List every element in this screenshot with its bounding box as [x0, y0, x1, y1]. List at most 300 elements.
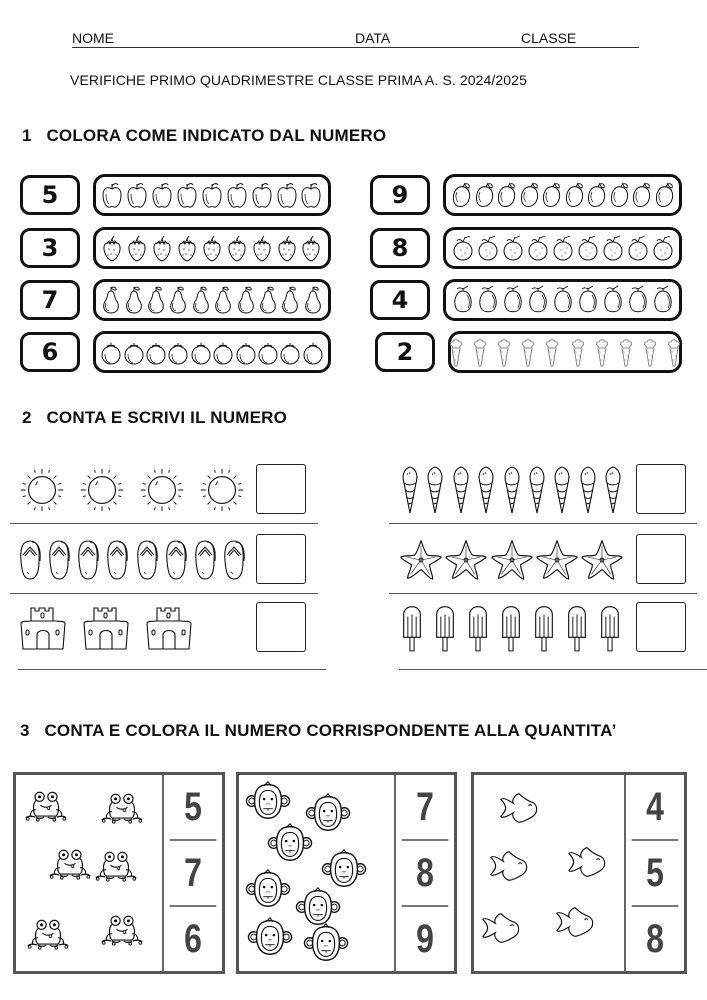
fruit-item[interactable]: [552, 285, 574, 315]
fish-icon: [566, 845, 608, 879]
number-box[interactable]: 9: [370, 175, 430, 215]
fruit-item[interactable]: [493, 337, 515, 367]
count-item: [602, 465, 624, 515]
strawberry-icon[interactable]: [101, 233, 123, 263]
count-item: [193, 538, 217, 582]
apple-icon[interactable]: [126, 180, 148, 210]
count-item: [450, 465, 472, 515]
fruit-item[interactable]: [126, 180, 148, 210]
carrot-icon[interactable]: [493, 337, 515, 367]
fruit-item[interactable]: [653, 180, 675, 210]
fruit-item[interactable]: [167, 337, 189, 367]
picture-item: [303, 923, 349, 968]
lemon-icon[interactable]: [602, 285, 624, 315]
fruit-row: [443, 279, 682, 321]
row-divider: [389, 593, 697, 594]
fruit-item[interactable]: [652, 233, 674, 263]
fruit-row: [443, 227, 682, 269]
fruit-item[interactable]: [176, 233, 198, 263]
carrot-icon[interactable]: [591, 337, 613, 367]
row-divider: [18, 669, 326, 670]
count-item: [81, 603, 131, 653]
fruit-item[interactable]: [190, 337, 212, 367]
fruit-item[interactable]: [567, 337, 589, 367]
seashell-icon: [501, 465, 523, 515]
sandcastle-icon: [18, 603, 68, 653]
count-item: [138, 466, 186, 514]
fish-icon: [488, 849, 530, 883]
fruit-item[interactable]: [602, 233, 624, 263]
seashell-icon: [399, 465, 421, 515]
number-option[interactable]: 8: [402, 839, 448, 905]
fruit-item[interactable]: [100, 337, 122, 367]
fruit-item[interactable]: [302, 337, 324, 367]
fruit-item[interactable]: [176, 180, 198, 210]
pear-icon[interactable]: [257, 285, 279, 315]
fruit-item[interactable]: [145, 285, 167, 315]
fish-icon: [498, 791, 540, 825]
carrot-icon[interactable]: [517, 337, 539, 367]
seashell-icon: [424, 465, 446, 515]
picture-item: [48, 847, 92, 886]
count-row: [399, 462, 624, 518]
fruit-item[interactable]: [591, 337, 613, 367]
pear-icon[interactable]: [302, 285, 324, 315]
count-item: [399, 465, 421, 515]
fruit-item[interactable]: [639, 337, 661, 367]
starfish-icon: [535, 538, 579, 582]
fruit-item[interactable]: [473, 180, 495, 210]
count-item: [399, 538, 443, 582]
picture-item: [26, 917, 70, 956]
fruit-item[interactable]: [495, 180, 517, 210]
apple-icon[interactable]: [300, 180, 322, 210]
count-item: [47, 538, 71, 582]
carrot-icon[interactable]: [567, 337, 589, 367]
fruit-item[interactable]: [145, 337, 167, 367]
number-options: [396, 775, 454, 971]
picture-item: [554, 905, 596, 944]
fruit-item[interactable]: [627, 285, 649, 315]
section1-title: COLORA COME INDICATO DAL NUMERO: [46, 126, 387, 145]
card-pictures: [239, 775, 396, 971]
tomato-icon[interactable]: [257, 337, 279, 367]
mango-icon[interactable]: [540, 180, 562, 210]
count-item: [501, 465, 523, 515]
worksheet-subtitle: VERIFICHE PRIMO QUADRIMESTRE CLASSE PRIMA A. S. 2024/2025: [70, 72, 527, 88]
count-item: [222, 538, 246, 582]
orange-icon[interactable]: [577, 233, 599, 263]
answer-box[interactable]: [256, 602, 306, 652]
fruit-item[interactable]: [279, 285, 301, 315]
lemon-icon[interactable]: [527, 285, 549, 315]
count-item: [564, 602, 590, 654]
seashell-icon: [475, 465, 497, 515]
count-item: [424, 465, 446, 515]
number-option[interactable]: 8: [632, 905, 678, 971]
fruit-item[interactable]: [302, 285, 324, 315]
pear-icon[interactable]: [167, 285, 189, 315]
count-row: [399, 600, 624, 656]
fruit-item[interactable]: [126, 233, 148, 263]
tomato-icon[interactable]: [212, 337, 234, 367]
fruit-item[interactable]: [123, 285, 145, 315]
carrot-icon[interactable]: [639, 337, 661, 367]
answer-box[interactable]: [256, 534, 306, 584]
section1-number: 1: [22, 126, 32, 145]
count-item: [551, 465, 573, 515]
fruit-item[interactable]: [452, 233, 474, 263]
picture-item: [566, 845, 608, 884]
fruit-item[interactable]: [167, 285, 189, 315]
count-card: [13, 772, 225, 974]
fruit-item[interactable]: [608, 180, 630, 210]
strawberry-icon[interactable]: [251, 233, 273, 263]
pear-icon[interactable]: [190, 285, 212, 315]
pear-icon[interactable]: [212, 285, 234, 315]
section3-title: CONTA E COLORA IL NUMERO CORRISPONDENTE ALLA QUANTITA’: [44, 721, 617, 740]
answer-box[interactable]: [636, 534, 686, 584]
picture-item: [480, 911, 522, 950]
fruit-item[interactable]: [615, 337, 637, 367]
fruit-item[interactable]: [201, 180, 223, 210]
seashell-icon: [577, 465, 599, 515]
number-option[interactable]: 4: [646, 784, 664, 829]
picture-item: [245, 869, 291, 914]
count-item: [18, 538, 42, 582]
lemon-icon[interactable]: [502, 285, 524, 315]
carrot-icon[interactable]: [615, 337, 637, 367]
flip-flop-icon: [18, 538, 42, 582]
tomato-icon[interactable]: [167, 337, 189, 367]
row-divider: [399, 669, 707, 670]
fruit-item[interactable]: [630, 180, 652, 210]
orange-icon[interactable]: [477, 233, 499, 263]
fruit-item[interactable]: [212, 285, 234, 315]
number-option[interactable]: 6: [170, 905, 216, 971]
fruit-item[interactable]: [563, 180, 585, 210]
picture-item: [94, 849, 138, 888]
fruit-row: [93, 331, 331, 373]
popsicle-icon: [498, 602, 524, 654]
monkey-icon: [295, 887, 341, 927]
count-item: [18, 466, 66, 514]
flip-flop-icon: [76, 538, 100, 582]
popsicle-icon: [531, 602, 557, 654]
lemon-icon[interactable]: [452, 285, 474, 315]
date-label: DATA: [355, 30, 391, 46]
count-item: [399, 602, 425, 654]
fruit-item[interactable]: [585, 180, 607, 210]
mango-icon[interactable]: [585, 180, 607, 210]
pear-icon[interactable]: [123, 285, 145, 315]
apple-icon[interactable]: [101, 180, 123, 210]
orange-icon[interactable]: [652, 233, 674, 263]
fruit-item[interactable]: [541, 337, 563, 367]
number-option[interactable]: 9: [402, 905, 448, 971]
sun-icon: [198, 466, 246, 514]
fruit-item[interactable]: [212, 337, 234, 367]
fruit-item[interactable]: [527, 285, 549, 315]
seashell-icon: [450, 465, 472, 515]
carrot-icon[interactable]: [663, 337, 685, 367]
carrot-icon[interactable]: [541, 337, 563, 367]
fruit-item[interactable]: [602, 285, 624, 315]
number-option[interactable]: 7: [170, 839, 216, 905]
fruit-item[interactable]: [527, 233, 549, 263]
fruit-item[interactable]: [190, 285, 212, 315]
strawberry-icon[interactable]: [126, 233, 148, 263]
answer-box[interactable]: [256, 464, 306, 514]
fruit-item[interactable]: [517, 337, 539, 367]
mango-icon[interactable]: [495, 180, 517, 210]
fruit-row: [93, 279, 331, 321]
fruit-item[interactable]: [577, 233, 599, 263]
orange-icon[interactable]: [627, 233, 649, 263]
tomato-icon[interactable]: [123, 337, 145, 367]
popsicle-icon: [564, 602, 590, 654]
number-box[interactable]: 2: [375, 332, 435, 372]
flip-flop-icon: [105, 538, 129, 582]
count-row: [18, 532, 246, 588]
number-box[interactable]: 6: [20, 332, 80, 372]
fruit-row: [448, 331, 682, 373]
count-item: [18, 603, 68, 653]
fruit-item[interactable]: [577, 285, 599, 315]
flip-flop-icon: [135, 538, 159, 582]
seashell-icon: [526, 465, 548, 515]
number-box[interactable]: 5: [20, 175, 80, 215]
apple-icon[interactable]: [276, 180, 298, 210]
orange-icon[interactable]: [552, 233, 574, 263]
lemon-icon[interactable]: [477, 285, 499, 315]
fruit-item[interactable]: [300, 233, 322, 263]
fruit-item[interactable]: [151, 233, 173, 263]
strawberry-icon[interactable]: [176, 233, 198, 263]
section3-number: 3: [20, 721, 30, 740]
fish-icon: [480, 911, 522, 945]
frog-icon: [48, 847, 92, 881]
starfish-icon: [490, 538, 534, 582]
number-box[interactable]: 8: [370, 228, 430, 268]
header-fill-line[interactable]: [72, 47, 639, 48]
flip-flop-icon: [164, 538, 188, 582]
count-item: [465, 602, 491, 654]
count-card: [236, 772, 457, 974]
fruit-item[interactable]: [257, 285, 279, 315]
tomato-icon[interactable]: [235, 337, 257, 367]
fruit-item[interactable]: [279, 337, 301, 367]
flip-flop-icon: [193, 538, 217, 582]
starfish-icon: [444, 538, 488, 582]
count-item: [535, 538, 579, 582]
count-item: [144, 603, 194, 653]
answer-box[interactable]: [636, 602, 686, 652]
row-divider: [389, 523, 697, 524]
sun-icon: [18, 466, 66, 514]
fruit-item[interactable]: [251, 233, 273, 263]
count-item: [597, 602, 623, 654]
fruit-item[interactable]: [502, 285, 524, 315]
count-item: [135, 538, 159, 582]
fruit-row: [443, 174, 682, 216]
lemon-icon[interactable]: [652, 285, 674, 315]
popsicle-icon: [432, 602, 458, 654]
frog-icon: [100, 791, 144, 825]
tomato-icon[interactable]: [279, 337, 301, 367]
card-pictures: [16, 775, 164, 971]
count-item: [498, 602, 524, 654]
count-item: [198, 466, 246, 514]
sandcastle-icon: [81, 603, 131, 653]
fruit-item[interactable]: [123, 337, 145, 367]
strawberry-icon[interactable]: [201, 233, 223, 263]
orange-icon[interactable]: [452, 233, 474, 263]
number-option[interactable]: 5: [632, 839, 678, 905]
fruit-item[interactable]: [469, 337, 491, 367]
number-options: [164, 775, 222, 971]
pear-icon[interactable]: [100, 285, 122, 315]
fruit-item[interactable]: [235, 337, 257, 367]
lemon-icon[interactable]: [627, 285, 649, 315]
picture-item: [100, 913, 144, 952]
fruit-item[interactable]: [151, 180, 173, 210]
starfish-icon: [580, 538, 624, 582]
pear-icon[interactable]: [279, 285, 301, 315]
orange-icon[interactable]: [602, 233, 624, 263]
fruit-item[interactable]: [445, 337, 467, 367]
frog-icon: [94, 849, 138, 883]
count-item: [444, 538, 488, 582]
row-divider: [10, 593, 318, 594]
strawberry-icon[interactable]: [276, 233, 298, 263]
tomato-icon[interactable]: [190, 337, 212, 367]
count-item: [432, 602, 458, 654]
tomato-icon[interactable]: [100, 337, 122, 367]
lemon-icon[interactable]: [552, 285, 574, 315]
fruit-item[interactable]: [663, 337, 685, 367]
fruit-item[interactable]: [101, 180, 123, 210]
section3-heading: [20, 721, 617, 741]
picture-item: [245, 781, 291, 826]
carrot-icon[interactable]: [445, 337, 467, 367]
number-box[interactable]: 4: [370, 280, 430, 320]
sandcastle-icon: [144, 603, 194, 653]
count-card: [471, 772, 687, 974]
fruit-item[interactable]: [450, 180, 472, 210]
sun-icon: [78, 466, 126, 514]
strawberry-icon[interactable]: [151, 233, 173, 263]
monkey-icon: [303, 923, 349, 963]
apple-icon[interactable]: [151, 180, 173, 210]
pear-icon[interactable]: [235, 285, 257, 315]
row-divider: [10, 523, 318, 524]
tomato-icon[interactable]: [302, 337, 324, 367]
starfish-icon: [399, 538, 443, 582]
fruit-item[interactable]: [518, 180, 540, 210]
monkey-icon: [267, 823, 313, 863]
mango-icon[interactable]: [450, 180, 472, 210]
strawberry-icon[interactable]: [300, 233, 322, 263]
apple-icon[interactable]: [251, 180, 273, 210]
mango-icon[interactable]: [563, 180, 585, 210]
monkey-icon: [321, 849, 367, 889]
count-item: [577, 465, 599, 515]
fruit-item[interactable]: [477, 233, 499, 263]
number-option[interactable]: 5: [184, 784, 202, 829]
orange-icon[interactable]: [502, 233, 524, 263]
fruit-item[interactable]: [540, 180, 562, 210]
count-item: [475, 465, 497, 515]
fruit-item[interactable]: [552, 233, 574, 263]
mango-icon[interactable]: [608, 180, 630, 210]
answer-box[interactable]: [636, 464, 686, 514]
apple-icon[interactable]: [226, 180, 248, 210]
carrot-icon[interactable]: [469, 337, 491, 367]
mango-icon[interactable]: [630, 180, 652, 210]
strawberry-icon[interactable]: [226, 233, 248, 263]
pear-icon[interactable]: [145, 285, 167, 315]
lemon-icon[interactable]: [577, 285, 599, 315]
section1-heading: [22, 126, 386, 146]
fruit-item[interactable]: [502, 233, 524, 263]
fruit-item[interactable]: [100, 285, 122, 315]
count-item: [105, 538, 129, 582]
seashell-icon: [551, 465, 573, 515]
count-item: [78, 466, 126, 514]
count-item: [526, 465, 548, 515]
count-item: [490, 538, 534, 582]
number-option[interactable]: 7: [416, 784, 434, 829]
fruit-item[interactable]: [101, 233, 123, 263]
fruit-item[interactable]: [652, 285, 674, 315]
apple-icon[interactable]: [201, 180, 223, 210]
mango-icon[interactable]: [518, 180, 540, 210]
tomato-icon[interactable]: [145, 337, 167, 367]
count-item: [164, 538, 188, 582]
card-pictures: [474, 775, 626, 971]
name-label: NOME: [72, 30, 114, 46]
fruit-row: [93, 227, 331, 269]
fruit-item[interactable]: [452, 285, 474, 315]
fruit-item[interactable]: [276, 233, 298, 263]
fruit-row: [93, 174, 331, 216]
fruit-item[interactable]: [300, 180, 322, 210]
mango-icon[interactable]: [653, 180, 675, 210]
fruit-item[interactable]: [257, 337, 279, 367]
fruit-item[interactable]: [201, 233, 223, 263]
count-row: [18, 462, 246, 518]
sun-icon: [138, 466, 186, 514]
apple-icon[interactable]: [176, 180, 198, 210]
class-label: CLASSE: [521, 30, 577, 46]
fruit-item[interactable]: [226, 180, 248, 210]
flip-flop-icon: [222, 538, 246, 582]
number-options: [626, 775, 684, 971]
fruit-item[interactable]: [235, 285, 257, 315]
mango-icon[interactable]: [473, 180, 495, 210]
number-box[interactable]: 7: [20, 280, 80, 320]
number-box[interactable]: 3: [20, 228, 80, 268]
fruit-item[interactable]: [226, 233, 248, 263]
popsicle-icon: [597, 602, 623, 654]
fruit-item[interactable]: [627, 233, 649, 263]
fruit-item[interactable]: [477, 285, 499, 315]
count-row: [399, 532, 624, 588]
orange-icon[interactable]: [527, 233, 549, 263]
fruit-item[interactable]: [276, 180, 298, 210]
fruit-item[interactable]: [251, 180, 273, 210]
